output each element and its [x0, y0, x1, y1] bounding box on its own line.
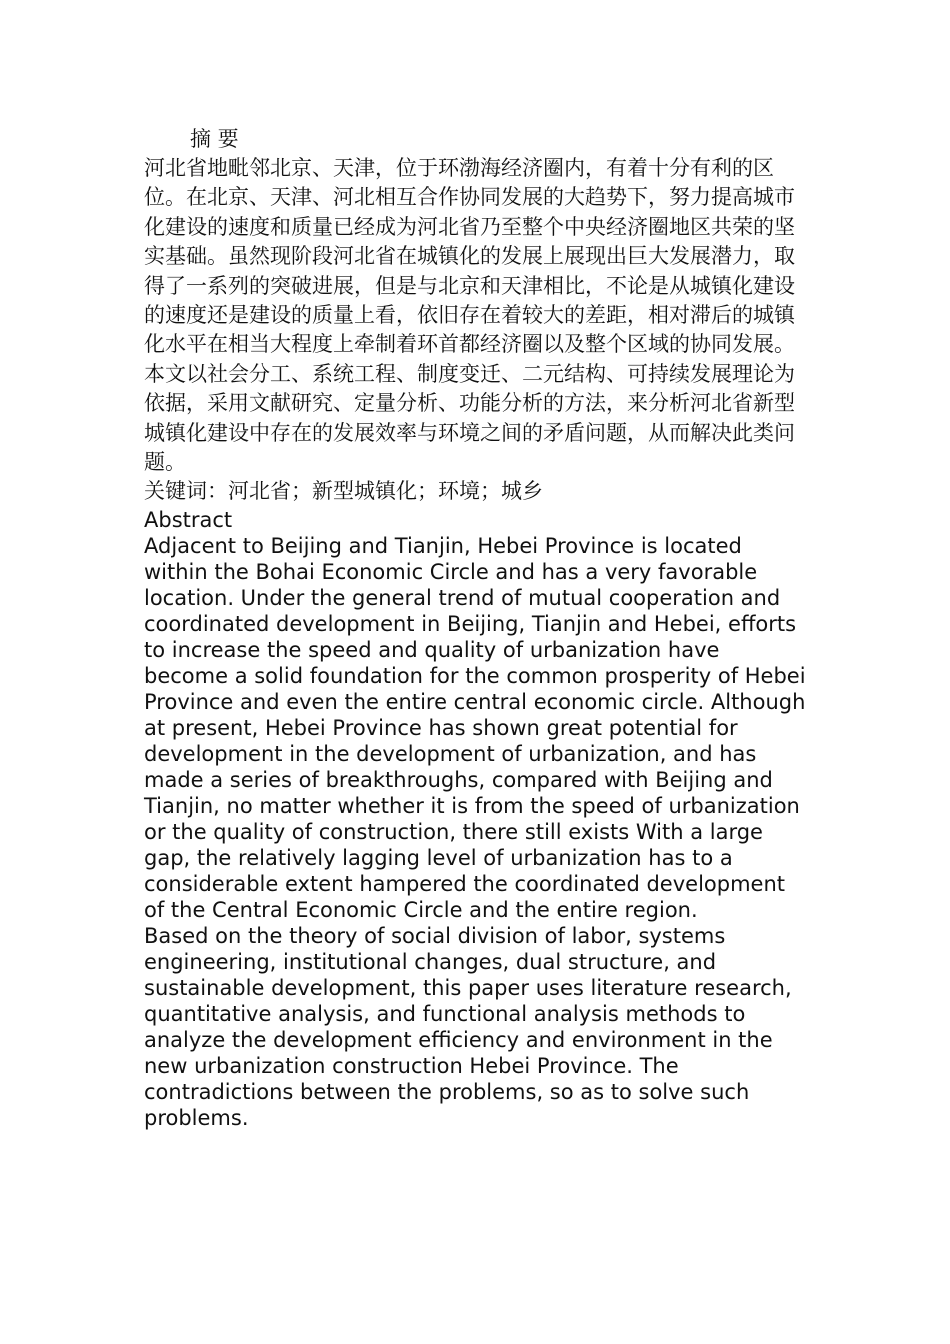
english-abstract-paragraph-1: Adjacent to Beijing and Tianjin, Hebei Province is located within the Bohai Economic Circle and has a very favorable location. Under the general trend of mutual cooperation and coordinated development in Beijing, Tianjin and Hebei, efforts to increase the speed and quality of urbanization have become a solid foundation for the common prosperity of Hebei Province and even the entire central economic circle. Although at present, Hebei Province has shown great potential for development in the development of urbanization, and has made a series of breakthroughs, compared with Beijing and Tianjin, no matter whether it is from the speed of urbanization or the quality of construction, there still exists With a large gap, the relatively lagging level of urbanization has to a considerable extent hampered the coordinated development of the Central Economic Circle and the entire region. [144, 533, 806, 922]
chinese-abstract-paragraph-1: 河北省地毗邻北京、天津，位于环渤海经济圈内，有着十分有利的区位。在北京、天津、河北相互合作协同发展的大趋势下，努力提高城市化建设的速度和质量已经成为河北省乃至整个中央经济圈地区共荣的坚实基础。虽然现阶段河北省在城镇化的发展上展现出巨大发展潜力，取得了一系列的突破进展，但是与北京和天津相比，不论是从城镇化建设的速度还是建设的质量上看，依旧存在着较大的差距，相对滞后的城镇化水平在相当大程度上牵制着环首都经济圈以及整个区域的协同发展。 [144, 156, 795, 357]
chinese-keywords: 关键词：河北省；新型城镇化；环境；城乡 [144, 479, 543, 504]
chinese-abstract-heading: 摘 要 [190, 127, 239, 151]
english-abstract-heading: Abstract [144, 507, 233, 532]
document-page [144, 124, 808, 1131]
english-abstract-paragraph-2: Based on the theory of social division of labor, systems engineering, institutional changes, dual structure, and sustainable development, this paper uses literature research, quantitative analysis, and functional analysis methods to analyze the development efficiency and environment in the new urbanization construction Hebei Province. The contradictions between the problems, so as to solve such problems. [144, 923, 792, 1130]
chinese-abstract-paragraph-2: 本文以社会分工、系统工程、制度变迁、二元结构、可持续发展理论为依据，采用文献研究、定量分析、功能分析的方法，来分析河北省新型城镇化建设中存在的发展效率与环境之间的矛盾问题，从而解决此类问题。 [144, 361, 795, 475]
